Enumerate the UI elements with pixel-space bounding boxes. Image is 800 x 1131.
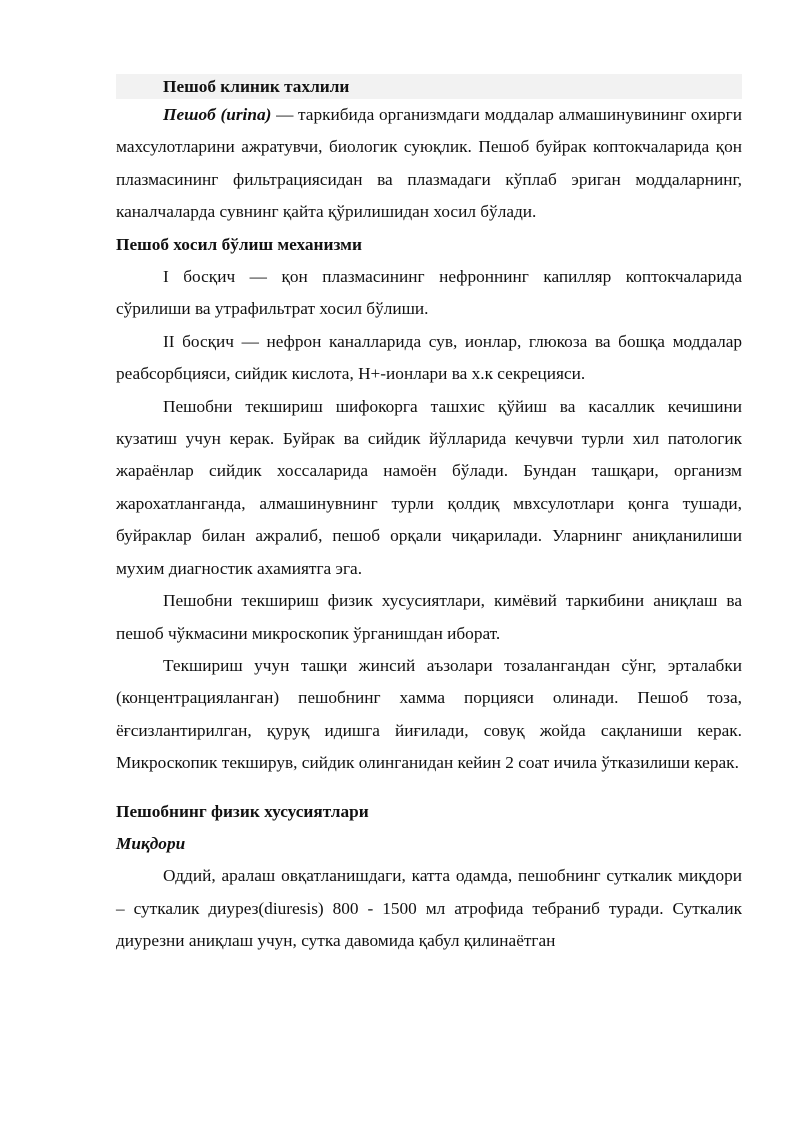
paragraph-stage-2: II босқич — нефрон каналларида сув, ионлар, глюкоза ва бошқа моддалар реабсорбцияси, сийдик кислота, Н+-ионлари ва х.к секрецияси. (116, 331, 742, 384)
heading-physical-properties: Пешобнинг физик хусусиятлари (116, 801, 369, 821)
paragraph-stage-1: I босқич — қон плазмасининг нефроннинг капилляр коптокчаларида сўрилиши ва утрафильтрат хосил бўлиши. (116, 267, 742, 319)
paragraph-urine-definition (116, 99, 742, 229)
spacer (116, 780, 742, 796)
page-title: Пешоб клиник тахлили (116, 74, 742, 99)
heading-mechanism: Пешоб хосил бўлиш механизми (116, 234, 362, 254)
definition-text: — таркибида организмдаги моддалар алмашинувининг охирги махсулотларини ажратувчи, биологик суюқлик. Пешоб буйрак коптокчаларида қон плазмасининг фильтрациясидан ва плазмадаги кўплаб эриган моддаларнинг, каналчаларда сувнинг қайта қўрилишидан хосил бўлади. (116, 105, 742, 222)
paragraph-methods: Пешобни текшириш физик хусусиятлари, кимёвий таркибини аниқлаш ва пешоб чўкмасини микроскопик ўрганишдан иборат. (116, 591, 742, 643)
paragraph-amount: Оддий, аралаш овқатланишдаги, катта одамда, пешобнинг суткалик миқдори – суткалик диурез(diuresis) 800 - 1500 мл атрофида тебраниб туради. Суткалик диурезни аниқлаш учун, сутка давомида қабул қилинаётган (116, 866, 742, 951)
term-urina: Пешоб (urina) (163, 105, 272, 124)
paragraph-examination: Пешобни текшириш шифокорга ташхис қўйиш ва касаллик кечишини кузатиш учун керак. Буйрак ва сийдик йўлларида кечувчи турли хил патологик жараёнлар сийдик хоссаларида намоён бўлади. Бундан ташқари, организм жарохатланганда, алмашинувнинг турли қолдиқ мвхсулотлари қонга тушади, буйраклар билан ажралиб, пешоб орқали чиқарилади. Уларнинг аниқланилиши мухим диагностик ахамиятга эга. (116, 396, 742, 578)
heading-amount: Миқдори (116, 833, 186, 853)
paragraph-collection: Текшириш учун ташқи жинсий аъзолари тозалангандан сўнг, эрталабки (концентрацияланган) пешобнинг хамма порцияси олинади. Пешоб тоза, ёғсизлантирилган, қуруқ идишга йиғилади, совуқ жойда сақланиши керак. Микроскопик текширув, сийдик олинганидан кейин 2 соат ичила ўтказилиши керак. (116, 655, 742, 773)
